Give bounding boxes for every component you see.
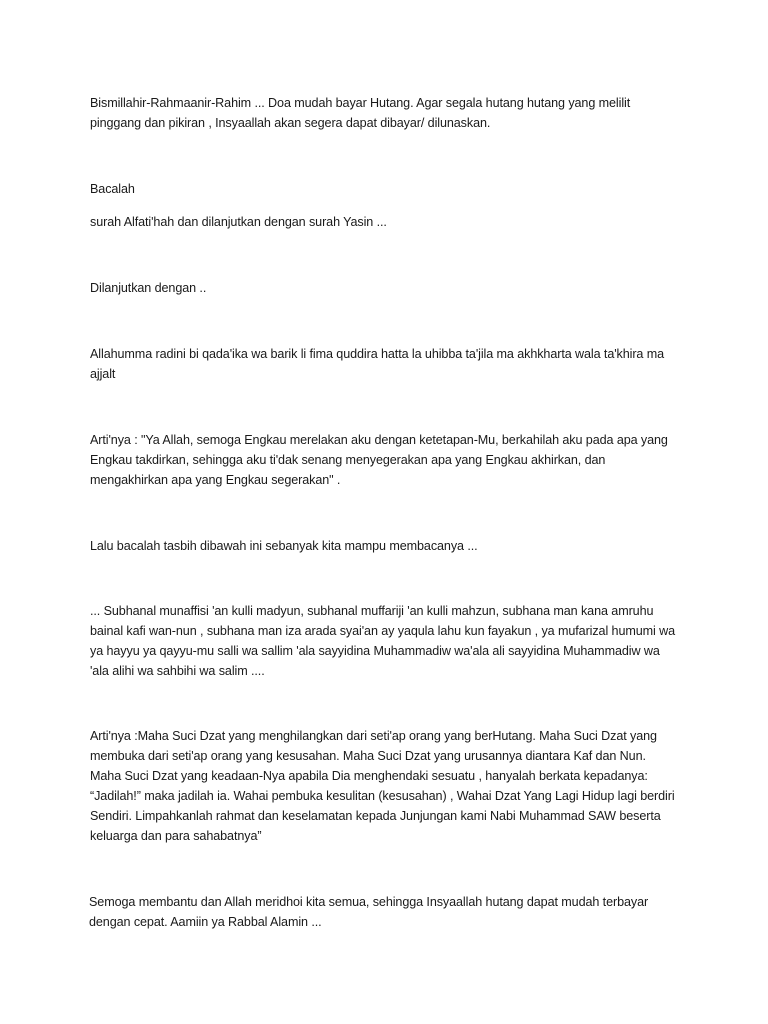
paragraph-tasbih-meaning: Arti'nya :Maha Suci Dzat yang menghilangkan dari seti'ap orang yang berHutang. Maha Suci Dzat yang membuka dari seti'ap orang yang kesusahan. Maha Suci Dzat yang urusannya diantara Kaf dan Nun. Maha Suci Dzat yang keadaan-Nya apabila Dia menghendaki sesuatu , hanyalah berkata kepadanya: “Jadilah!” maka jadilah ia. Wahai pembuka kesulitan (kesusahan) , Wahai Dzat Yang Lagi Hidup lagi berdiri Sendiri. Limpahkanlah rahmat dan keselamatan kepada Junjungan kami Nabi Muhammad SAW beserta keluarga dan para sahabatnya”: [90, 729, 675, 843]
paragraph-doa-meaning: Arti'nya : "Ya Allah, semoga Engkau merelakan aku dengan ketetapan-Mu, berkahilah aku pada apa yang Engkau takdirkan, sehingga aku ti'dak senang menyegerakan apa yang Engkau akhirkan, dan mengakhirkan apa yang Engkau segerakan" .: [90, 433, 668, 487]
paragraph-closing: Semoga membantu dan Allah meridhoi kita semua, sehingga Insyaallah hutang dapat mudah terbayar dengan cepat. Aamiin ya Rabbal Alamin ...: [89, 895, 649, 929]
paragraph-bacalah: Bacalah: [90, 182, 135, 196]
paragraph-doa-arabic: Allahumma radini bi qada'ika wa barik li fima quddira hatta la uhibba ta'jila ma akhkharta wala ta'khira ma ajjalt: [90, 347, 665, 381]
paragraph-surah: surah Alfati'hah dan dilanjutkan dengan surah Yasin ...: [90, 215, 387, 229]
paragraph-tasbih-intro: Lalu bacalah tasbih dibawah ini sebanyak kita mampu membacanya ...: [90, 539, 478, 553]
paragraph-dilanjutkan: Dilanjutkan dengan ..: [90, 281, 207, 295]
paragraph-tasbih-arabic: ... Subhanal munaffisi 'an kulli madyun, subhanal muffariji 'an kulli mahzun, subhana man kana amruhu bainal kafi wan-nun , subhana man iza arada syai'an ay yaqula lahu kun fayakun , ya mufarizal humumi wa ya hayyu ya qayyu-mu salli wa sallim 'ala sayyidina Muhammadiw wa'ala ali sayyidina Muhammadiw wa 'ala alihi wa sahbihi wa salim ....: [90, 604, 676, 678]
paragraph-intro: Bismillahir-Rahmaanir-Rahim ... Doa mudah bayar Hutang. Agar segala hutang hutang yang melilit pinggang dan pikiran , Insyaallah akan segera dapat dibayar/ dilunaskan.: [90, 96, 631, 130]
